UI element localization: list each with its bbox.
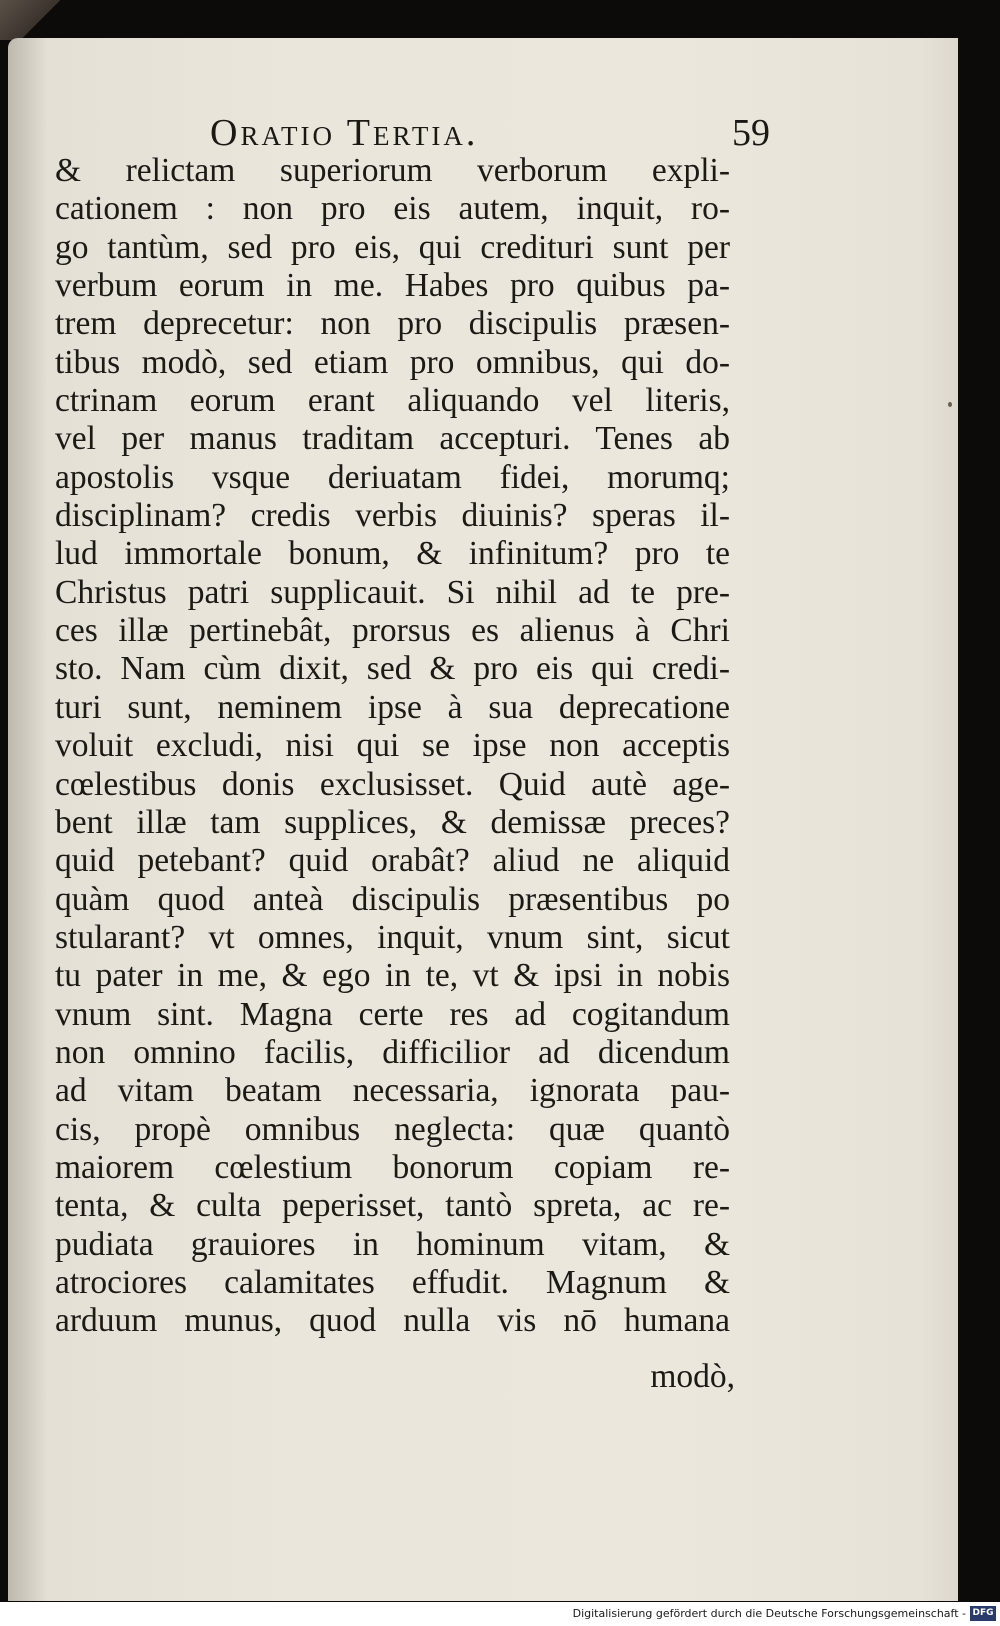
text-line: atrociores calamitates effudit. Magnum & xyxy=(55,1263,730,1301)
text-line: bent illæ tam supplices, & demissæ preces? xyxy=(55,803,730,841)
text-line: ces illæ pertinebât, prorsus es alienus à Chri xyxy=(55,612,730,650)
footer-credit: Digitalisierung gefördert durch die Deutsche Forschungsgemeinschaft - xyxy=(572,1607,966,1620)
text-line: vel per manus traditam accepturi. Tenes ab xyxy=(55,420,730,458)
page-corner-fold xyxy=(0,0,60,40)
text-line: ad vitam beatam necessaria, ignorata pau- xyxy=(55,1072,730,1110)
text-line: cationem : non pro eis autem, inquit, ro- xyxy=(55,190,730,228)
text-line: cœlestibus donis exclusisset. Quid autè age- xyxy=(55,765,730,803)
text-line: apostolis vsque deriuatam fidei, morumq; xyxy=(55,458,730,496)
text-line: go tantùm, sed pro eis, qui credituri sunt per xyxy=(55,228,730,266)
text-line: vnum sint. Magna certe res ad cogitandum xyxy=(55,995,730,1033)
text-line: cis, propè omnibus neglecta: quæ quantò xyxy=(55,1110,730,1148)
text-line: tu pater in me, & ego in te, vt & ipsi in nobis xyxy=(55,957,730,995)
text-line: trem deprecetur: non pro discipulis præsen- xyxy=(55,305,730,343)
text-line: pudiata grauiores in hominum vitam, & xyxy=(55,1225,730,1263)
page-number: 59 xyxy=(732,112,770,154)
catchword: modò, xyxy=(650,1358,735,1395)
body-text xyxy=(55,152,735,1341)
dfg-logo-icon: DFG xyxy=(970,1606,996,1621)
page-header xyxy=(210,110,770,156)
text-line: quid petebant? quid orabât? aliud ne aliquid xyxy=(55,842,730,880)
text-line: stularant? vt omnes, inquit, vnum sint, sicut xyxy=(55,918,730,956)
text-line: lud immortale bonum, & infinitum? pro te xyxy=(55,535,730,573)
text-line: quàm quod anteà discipulis præsentibus po xyxy=(55,880,730,918)
text-line: non omnino facilis, difficilior ad dicendum xyxy=(55,1033,730,1071)
text-line: & relictam superiorum verborum expli- xyxy=(55,152,730,189)
text-line: disciplinam? credis verbis diuinis? speras il- xyxy=(55,497,730,535)
paper-speck xyxy=(948,402,952,407)
running-title: Oratio Tertia. xyxy=(210,112,479,154)
text-line: tibus modò, sed etiam pro omnibus, qui do- xyxy=(55,343,730,381)
page-gutter-shadow xyxy=(8,38,48,1601)
text-line: Christus patri supplicauit. Si nihil ad te pre- xyxy=(55,573,730,611)
text-line: voluit excludi, nisi qui se ipse non acceptis xyxy=(55,727,730,765)
text-line: sto. Nam cùm dixit, sed & pro eis qui credi- xyxy=(55,650,730,688)
text-line: ctrinam eorum erant aliquando vel literis, xyxy=(55,382,730,420)
text-line: maiorem cœlestium bonorum copiam re- xyxy=(55,1148,730,1186)
text-line: verbum eorum in me. Habes pro quibus pa- xyxy=(55,267,730,305)
text-line: tenta, & culta peperisset, tantò spreta, ac re- xyxy=(55,1187,730,1225)
text-line: turi sunt, neminem ipse à sua deprecatione xyxy=(55,688,730,726)
text-line: arduum munus, quod nulla vis nō humana xyxy=(55,1302,730,1340)
